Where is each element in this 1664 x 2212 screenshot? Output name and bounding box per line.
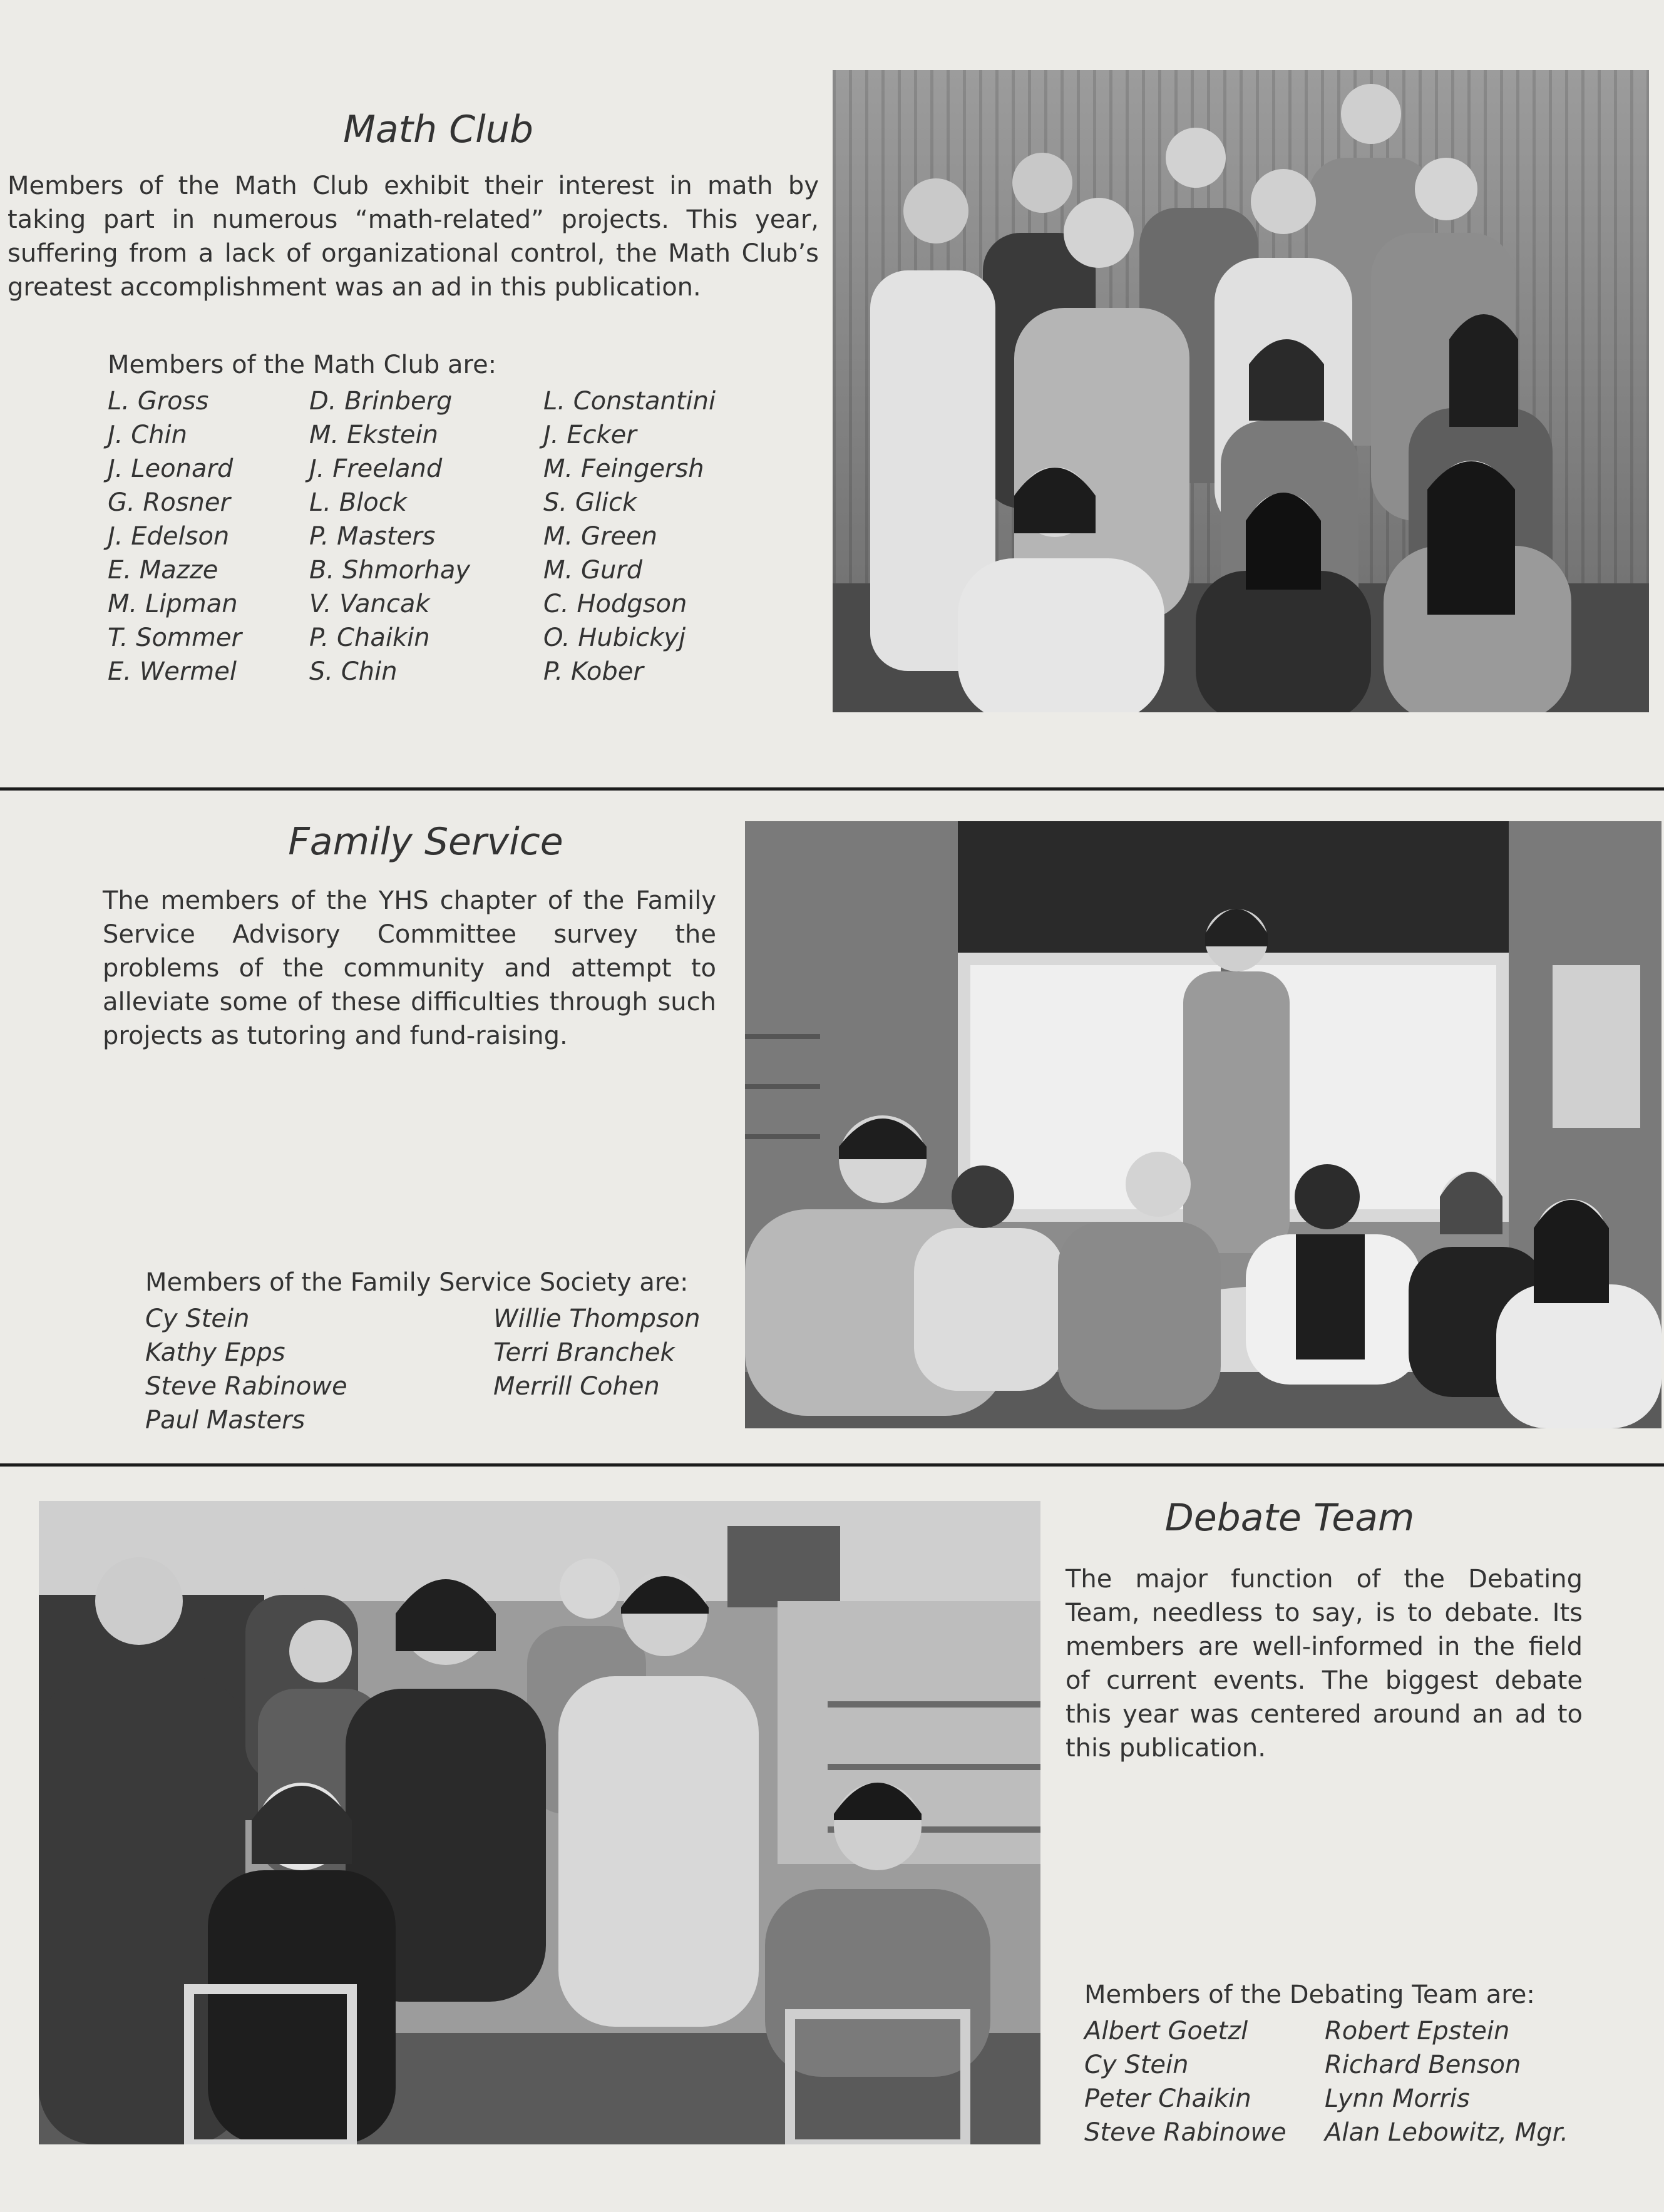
member-name: Steve Rabinowe bbox=[1084, 2118, 1287, 2147]
member-name: S. Chin bbox=[309, 657, 398, 686]
member-name: E. Wermel bbox=[108, 657, 237, 686]
member-name: Terri Branchek bbox=[493, 1338, 675, 1367]
member-name: J. Edelson bbox=[108, 522, 230, 551]
family-service-photo-illustration bbox=[745, 821, 1661, 1428]
debate-team-description: The major function of the Debating Team, needless to say, is to debate. Its members are well-informed in the field of current events. The biggest debate this year was centered around an ad to this publication. bbox=[1066, 1565, 1583, 1763]
member-name: G. Rosner bbox=[108, 488, 230, 517]
member-name: P. Chaikin bbox=[309, 623, 430, 652]
math-club-members-column-2 bbox=[309, 384, 470, 689]
member-name: V. Vancak bbox=[309, 590, 430, 618]
member-name: O. Hubickyj bbox=[543, 623, 686, 652]
member-name: J. Leonard bbox=[108, 454, 234, 483]
member-name: Peter Chaikin bbox=[1084, 2084, 1251, 2113]
member-name: M. Ekstein bbox=[309, 421, 438, 449]
math-club-members-intro: Members of the Math Club are: bbox=[108, 351, 497, 379]
debate-team-photo-illustration bbox=[39, 1501, 1040, 2144]
family-service-members-column-2 bbox=[493, 1302, 701, 1403]
member-name: J. Chin bbox=[108, 421, 187, 449]
debate-team-members-intro: Members of the Debating Team are: bbox=[1084, 1980, 1535, 2009]
member-name: Robert Epstein bbox=[1325, 2017, 1510, 2046]
family-service-group-photo bbox=[745, 821, 1661, 1428]
section-divider bbox=[0, 787, 1664, 791]
member-name: P. Masters bbox=[309, 522, 436, 551]
family-service-members-intro: Members of the Family Service Society are: bbox=[145, 1268, 689, 1297]
section-divider bbox=[0, 1463, 1664, 1467]
math-club-members-column-1 bbox=[108, 384, 242, 689]
member-name: Kathy Epps bbox=[145, 1338, 285, 1367]
family-service-members-column-1 bbox=[145, 1302, 347, 1437]
math-club-group-photo bbox=[833, 70, 1649, 712]
member-name: P. Kober bbox=[543, 657, 644, 686]
member-name: C. Hodgson bbox=[543, 590, 687, 618]
member-name: Lynn Morris bbox=[1325, 2084, 1470, 2113]
debate-team-members-column-1 bbox=[1084, 2014, 1287, 2149]
math-club-members-column-3 bbox=[543, 384, 716, 689]
member-name: B. Shmorhay bbox=[309, 556, 471, 585]
member-name: Cy Stein bbox=[1084, 2051, 1189, 2079]
member-name: S. Glick bbox=[543, 488, 637, 517]
member-name: Albert Goetzl bbox=[1084, 2017, 1248, 2046]
member-name: Paul Masters bbox=[145, 1406, 306, 1435]
member-name: M. Gurd bbox=[543, 556, 643, 585]
member-name: Steve Rabinowe bbox=[145, 1372, 347, 1401]
member-name: L. Constantini bbox=[543, 387, 716, 416]
member-name: J. Ecker bbox=[543, 421, 637, 449]
debate-team-group-photo bbox=[39, 1501, 1040, 2144]
member-name: Richard Benson bbox=[1325, 2051, 1521, 2079]
family-service-heading: Family Service bbox=[288, 820, 563, 864]
member-name: M. Lipman bbox=[108, 590, 238, 618]
member-name: Merrill Cohen bbox=[493, 1372, 660, 1401]
debate-team-members-column-2 bbox=[1325, 2014, 1568, 2149]
member-name: Willie Thompson bbox=[493, 1304, 701, 1333]
member-name: M. Green bbox=[543, 522, 657, 551]
math-club-description: Members of the Math Club exhibit their interest in math by taking part in numerous “math-related” projects. This year, suffering from a lack of organizational control, the Math Club’s greatest accomplishment was an ad in this publication. bbox=[8, 172, 819, 302]
member-name: Cy Stein bbox=[145, 1304, 250, 1333]
member-name: Alan Lebowitz, Mgr. bbox=[1325, 2118, 1569, 2147]
math-club-heading: Math Club bbox=[343, 108, 533, 151]
member-name: T. Sommer bbox=[108, 623, 242, 652]
member-name: M. Feingersh bbox=[543, 454, 704, 483]
debate-team-heading: Debate Team bbox=[1164, 1496, 1415, 1540]
member-name: J. Freeland bbox=[309, 454, 443, 483]
member-name: E. Mazze bbox=[108, 556, 218, 585]
math-club-photo-illustration bbox=[833, 70, 1649, 712]
member-name: D. Brinberg bbox=[309, 387, 453, 416]
member-name: L. Gross bbox=[108, 387, 209, 416]
family-service-description: The members of the YHS chapter of the Family Service Advisory Committee survey the problems of the community and attempt to alleviate some of these difficulties through such projects as tutoring and fund-raising. bbox=[103, 886, 716, 1050]
member-name: L. Block bbox=[309, 488, 407, 517]
